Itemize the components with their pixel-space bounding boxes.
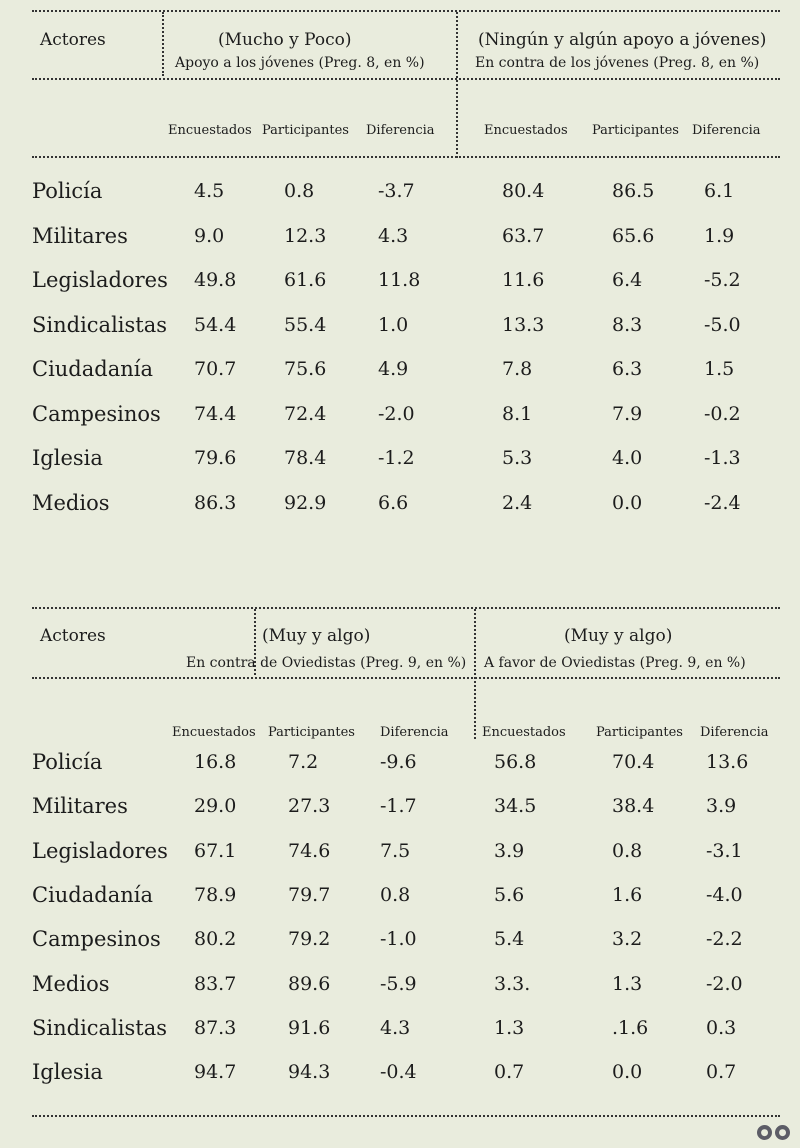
table-2-group-2-title: (Muy y algo) xyxy=(564,626,673,646)
table-cell: 6.6 xyxy=(378,491,409,514)
table-cell: 6.3 xyxy=(612,358,643,380)
table-cell: -2.2 xyxy=(706,928,743,951)
row-actor-label: Sindicalistas xyxy=(32,1015,168,1040)
table-cell: .1.6 xyxy=(612,1016,649,1039)
table-1-col-participantes-2: Participantes xyxy=(592,123,679,138)
table-cell: 13.3 xyxy=(502,313,545,336)
row-actor-label: Campesinos xyxy=(32,927,161,952)
table-cell: 9.0 xyxy=(194,224,225,247)
table-1-colhead-rule xyxy=(32,156,780,158)
table-cell: 79.2 xyxy=(288,928,331,951)
table-cell: 7.8 xyxy=(502,358,533,380)
table-cell: 38.4 xyxy=(612,795,655,818)
table-1-col-encuestados-2: Encuestados xyxy=(484,123,568,138)
table-cell: 8.3 xyxy=(612,313,643,336)
table-cell: 80.4 xyxy=(502,180,545,202)
table-cell: 11.8 xyxy=(378,269,421,291)
table-1-top-rule xyxy=(32,10,780,12)
table-cell: 55.4 xyxy=(284,313,327,336)
table-cell: 1.0 xyxy=(378,313,409,336)
table-2-col-encuestados-2: Encuestados xyxy=(482,725,566,740)
table-1-col-participantes-1: Participantes xyxy=(262,123,349,138)
table-1-header-rule xyxy=(32,78,780,80)
table-cell: 12.3 xyxy=(284,224,327,247)
row-actor-label: Legisladores xyxy=(32,268,168,292)
table-cell: -1.7 xyxy=(380,795,417,818)
table-cell: 1.5 xyxy=(704,358,735,380)
table-1-divider-left xyxy=(162,12,164,76)
row-actor-label: Militares xyxy=(32,223,128,248)
table-2-col-diferencia-2: Diferencia xyxy=(700,725,769,740)
table-cell: 63.7 xyxy=(502,224,545,247)
table-cell: 4.3 xyxy=(380,1016,411,1039)
table-cell: -1.3 xyxy=(704,447,741,469)
table-cell: -9.6 xyxy=(380,751,417,773)
table-cell: 94.3 xyxy=(288,1061,331,1084)
table-cell: 1.6 xyxy=(612,883,643,906)
table-1-col-diferencia-1: Diferencia xyxy=(366,123,435,138)
table-cell: 27.3 xyxy=(288,795,331,818)
table-cell: 34.5 xyxy=(494,795,537,818)
table-cell: 7.5 xyxy=(380,839,411,862)
table-cell: 0.0 xyxy=(612,1061,643,1084)
table-cell: 67.1 xyxy=(194,839,237,862)
table-cell: -1.0 xyxy=(380,928,417,951)
table-cell: 16.8 xyxy=(194,751,237,773)
row-actor-label: Iglesia xyxy=(32,446,103,470)
table-2-group-1-title: (Muy y algo) xyxy=(262,626,371,646)
table-cell: 13.6 xyxy=(706,751,749,773)
table-cell: 3.9 xyxy=(706,795,737,818)
row-actor-label: Policía xyxy=(32,750,103,774)
row-actor-label: Iglesia xyxy=(32,1060,103,1085)
table-cell: 0.3 xyxy=(706,1016,737,1039)
table-1-group-2-subtitle: En contra de los jóvenes (Preg. 8, en %) xyxy=(475,55,760,71)
table-cell: 89.6 xyxy=(288,972,331,995)
table-cell: 56.8 xyxy=(494,751,537,773)
table-1-group-1-subtitle: Apoyo a los jóvenes (Preg. 8, en %) xyxy=(175,55,425,71)
table-2-col-participantes-1: Participantes xyxy=(268,725,355,740)
table-1-actor-header: Actores xyxy=(40,30,106,50)
table-cell: 86.5 xyxy=(612,180,655,202)
table-cell: 61.6 xyxy=(284,269,327,291)
table-cell: 4.5 xyxy=(194,180,225,202)
table-cell: 87.3 xyxy=(194,1016,237,1039)
table-2-group-2-subtitle: A favor de Oviedistas (Preg. 9, en %) xyxy=(484,655,746,671)
table-cell: 7.9 xyxy=(612,402,643,425)
table-cell: 91.6 xyxy=(288,1016,331,1039)
table-cell: 4.3 xyxy=(378,224,409,247)
table-cell: 5.4 xyxy=(494,928,525,951)
table-cell: 78.9 xyxy=(194,883,237,906)
table-1-col-diferencia-2: Diferencia xyxy=(692,123,761,138)
table-cell: 8.1 xyxy=(502,402,533,425)
table-cell: 65.6 xyxy=(612,224,655,247)
table-2-bottom-rule xyxy=(32,1115,780,1117)
table-cell: -5.9 xyxy=(380,972,417,995)
table-cell: 7.2 xyxy=(288,751,319,773)
table-cell: 6.4 xyxy=(612,269,643,291)
table-2-col-diferencia-1: Diferencia xyxy=(380,725,449,740)
table-cell: 0.8 xyxy=(284,180,315,202)
table-cell: -3.7 xyxy=(378,180,415,202)
table-cell: 78.4 xyxy=(284,447,327,469)
table-cell: 2.4 xyxy=(502,491,533,514)
table-2-col-encuestados-1: Encuestados xyxy=(172,725,256,740)
table-cell: 4.9 xyxy=(378,358,409,380)
table-cell: 92.9 xyxy=(284,491,327,514)
table-1-col-encuestados-1: Encuestados xyxy=(168,123,252,138)
table-cell: 4.0 xyxy=(612,447,643,469)
table-2-group-1-subtitle: En contra de Oviedistas (Preg. 9, en %) xyxy=(186,655,467,671)
table-cell: 86.3 xyxy=(194,491,237,514)
table-cell: 0.8 xyxy=(612,839,643,862)
table-cell: -0.2 xyxy=(704,402,741,425)
table-cell: 79.6 xyxy=(194,447,237,469)
row-actor-label: Legisladores xyxy=(32,838,168,863)
row-actor-label: Sindicalistas xyxy=(32,312,168,337)
table-cell: 3.3. xyxy=(494,972,531,995)
table-cell: 0.7 xyxy=(706,1061,737,1084)
table-cell: 5.6 xyxy=(494,883,525,906)
table-cell: 75.6 xyxy=(284,358,327,380)
row-actor-label: Policía xyxy=(32,179,103,203)
table-cell: 6.1 xyxy=(704,180,735,202)
table-cell: 3.2 xyxy=(612,928,643,951)
table-cell: -3.1 xyxy=(706,839,743,862)
table-2-divider-middle xyxy=(474,609,476,739)
row-actor-label: Ciudadanía xyxy=(32,882,153,907)
table-cell: 5.3 xyxy=(502,447,533,469)
table-2-col-participantes-2: Participantes xyxy=(596,725,683,740)
table-cell: 72.4 xyxy=(284,402,327,425)
table-1-group-2-title: (Ningún y algún apoyo a jóvenes) xyxy=(478,30,767,50)
row-actor-label: Medios xyxy=(32,971,110,996)
table-cell: -5.0 xyxy=(704,313,741,336)
table-cell: 74.4 xyxy=(194,402,237,425)
table-1-divider-middle xyxy=(456,12,458,158)
table-cell: 74.6 xyxy=(288,839,331,862)
row-actor-label: Medios xyxy=(32,490,110,515)
table-cell: 80.2 xyxy=(194,928,237,951)
row-actor-label: Militares xyxy=(32,794,128,819)
table-cell: 11.6 xyxy=(502,269,545,291)
table-cell: 70.7 xyxy=(194,358,237,380)
table-cell: 70.4 xyxy=(612,751,655,773)
row-actor-label: Ciudadanía xyxy=(32,357,153,381)
table-cell: -2.0 xyxy=(378,402,415,425)
table-cell: 0.0 xyxy=(612,491,643,514)
table-cell: 29.0 xyxy=(194,795,237,818)
table-cell: 54.4 xyxy=(194,313,237,336)
row-actor-label: Campesinos xyxy=(32,401,161,426)
table-cell: 79.7 xyxy=(288,883,331,906)
table-2-top-rule xyxy=(32,607,780,609)
table-cell: 1.3 xyxy=(612,972,643,995)
table-cell: 94.7 xyxy=(194,1061,237,1084)
table-cell: 49.8 xyxy=(194,269,237,291)
table-cell: -4.0 xyxy=(706,883,743,906)
table-cell: -2.4 xyxy=(704,491,741,514)
corner-badge-icon: ● xyxy=(775,1125,790,1140)
table-cell: -2.0 xyxy=(706,972,743,995)
page-corner-marks xyxy=(757,1125,790,1140)
table-1-group-1-title: (Mucho y Poco) xyxy=(218,30,352,50)
table-cell: 1.3 xyxy=(494,1016,525,1039)
corner-badge-icon: ● xyxy=(757,1125,772,1140)
table-cell: -1.2 xyxy=(378,447,415,469)
table-2-actor-header: Actores xyxy=(40,626,106,646)
table-cell: 1.9 xyxy=(704,224,735,247)
table-cell: 0.7 xyxy=(494,1061,525,1084)
table-2-header-rule xyxy=(32,677,780,679)
table-cell: 0.8 xyxy=(380,883,411,906)
table-cell: 3.9 xyxy=(494,839,525,862)
table-cell: -5.2 xyxy=(704,269,741,291)
table-cell: -0.4 xyxy=(380,1061,417,1084)
table-cell: 83.7 xyxy=(194,972,237,995)
